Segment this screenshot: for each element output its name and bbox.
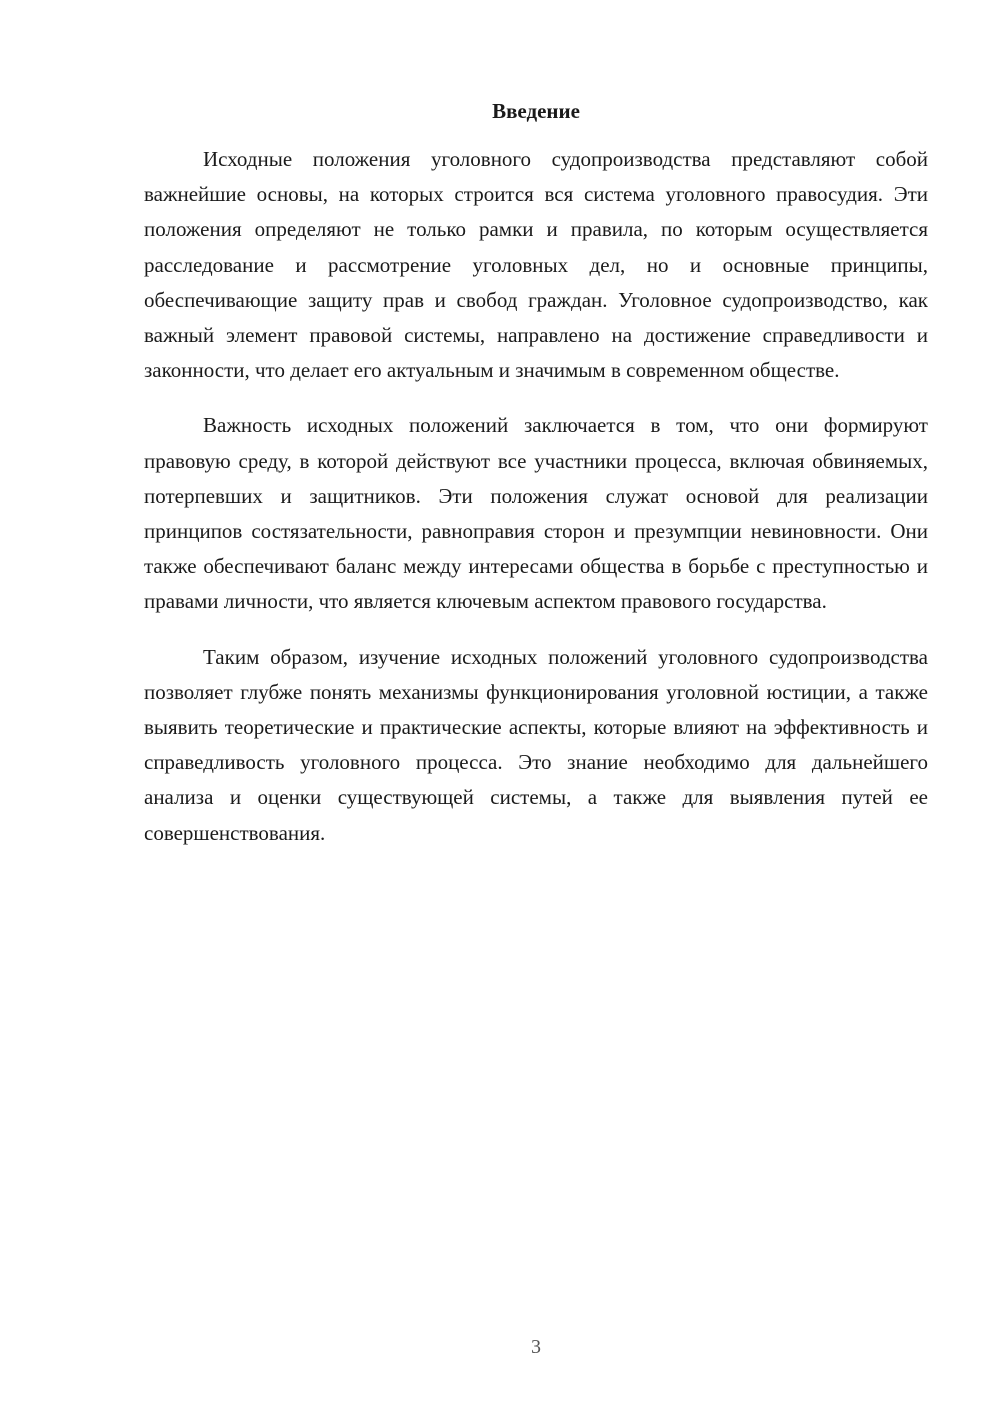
section-title: Введение [492,99,580,123]
paragraph-2: Важность исходных положений заключается в том, что они формируют правовую среду, в которой действуют все участники процесса, включая обвиняемых, потерпевших и защитников. Эти положения служат основой для реализации принципов состязательности, равноправия сторон и презумпции невиновности. Они также обеспечивают баланс между интересами общества в борьбе с преступностью и правами личности, что является ключевым аспектом правового государства. [144,413,928,614]
page-number: 3 [531,1336,541,1358]
paragraph-3: Таким образом, изучение исходных положений уголовного судопроизводства позволяет глубже понять механизмы функционирования уголовной юстиции, а также выявить теоретические и практические аспекты, которые влияют на эффективность и справедливость уголовного процесса. Это знание необходимо для дальнейшего анализа и оценки существующей системы, а также для выявления путей ее совершенствования. [144,644,928,845]
paragraph-1: Исходные положения уголовного судопроизводства представляют собой важнейшие основы, на которых строится вся система уголовного правосудия. Эти положения определяют не только рамки и правила, по которым осуществляется расследование и рассмотрение уголовных дел, но и основные принципы, обеспечивающие защиту прав и свобод граждан. Уголовное судопроизводство, как важный элемент правовой системы, направлено на достижение справедливости и законности, что делает его актуальным и значимым в современном обществе. [144,147,928,383]
document-body [144,142,928,851]
